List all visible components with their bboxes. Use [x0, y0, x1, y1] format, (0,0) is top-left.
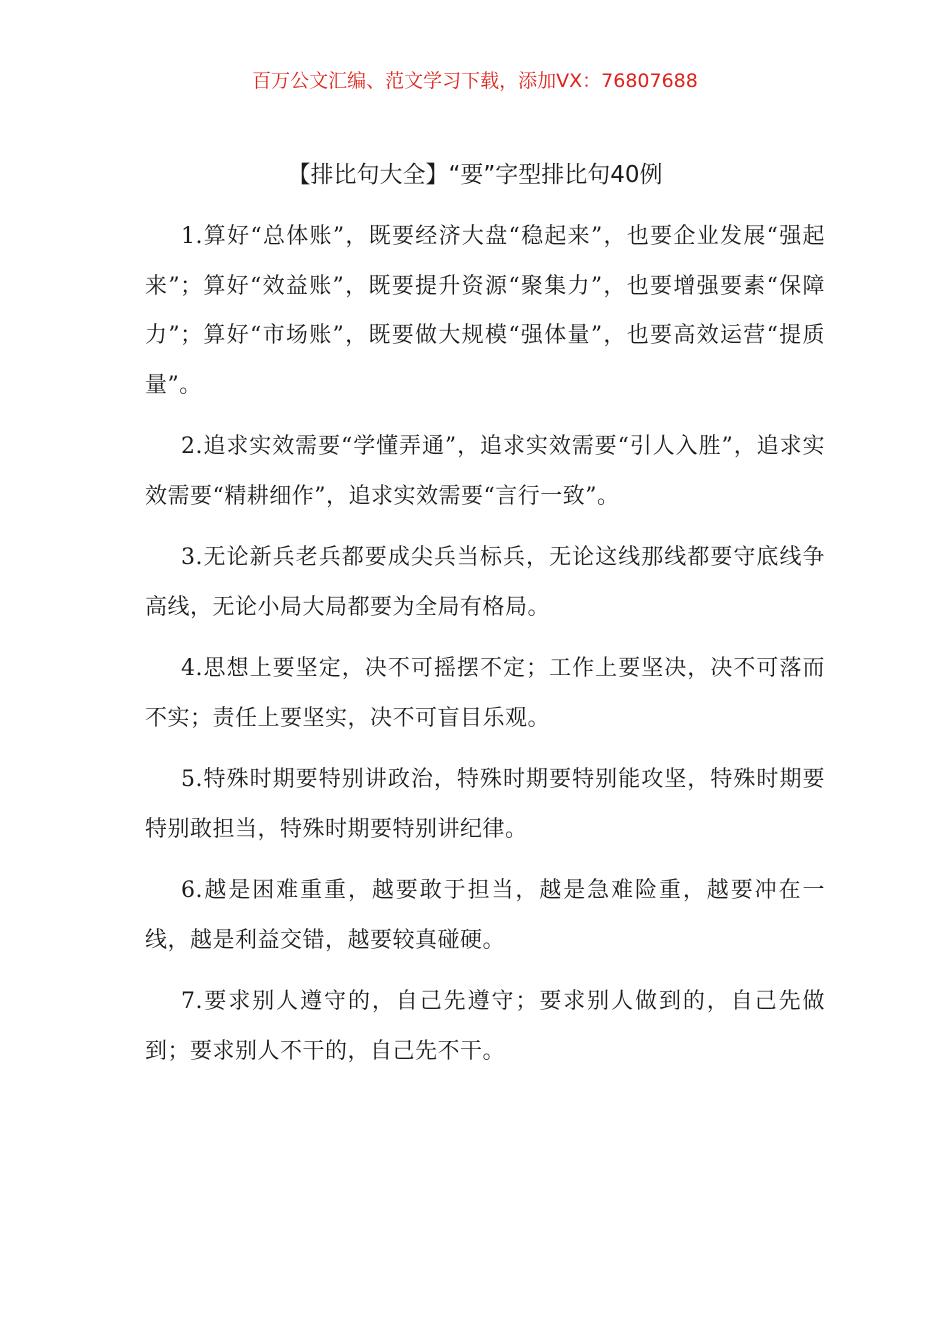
paragraph-3: 3.无论新兵老兵都要成尖兵当标兵，无论这线那线都要守底线争高线，无论小局大局都要为全局有格局。 [145, 545, 825, 620]
header-note: 百万公文汇编、范文学习下载，添加VX：76807688 [252, 70, 698, 92]
paragraph-1: 1.算好“总体账”，既要经济大盘“稳起来”，也要企业发展“强起来”；算好“效益账”，既要提升资源“聚集力”，也要增强要素“保障力”；算好“市场账”，既要做大规模“强体量”，也要高效运营“提质量”。 [145, 224, 825, 398]
paragraph-7: 7.要求别人遵守的，自己先遵守；要求别人做到的，自己先做到；要求别人不干的，自己先不干。 [145, 989, 825, 1064]
paragraph-5: 5.特殊时期要特别讲政治，特殊时期要特别能攻坚，特殊时期要特别敢担当，特殊时期要特别讲纪律。 [145, 767, 825, 842]
document-body [145, 212, 825, 1088]
paragraph-2: 2.追求实效需要“学懂弄通”，追求实效需要“引人入胜”，追求实效需要“精耕细作”，追求实效需要“言行一致”。 [145, 434, 825, 509]
document-title: 【排比句大全】“要”字型排比句40例 [287, 162, 663, 188]
paragraph-4: 4.思想上要坚定，决不可摇摆不定；工作上要坚决，决不可落而不实；责任上要坚实，决不可盲目乐观。 [145, 656, 825, 731]
paragraph-6: 6.越是困难重重，越要敢于担当，越是急难险重，越要冲在一线，越是利益交错，越要较真碰硬。 [145, 878, 825, 953]
